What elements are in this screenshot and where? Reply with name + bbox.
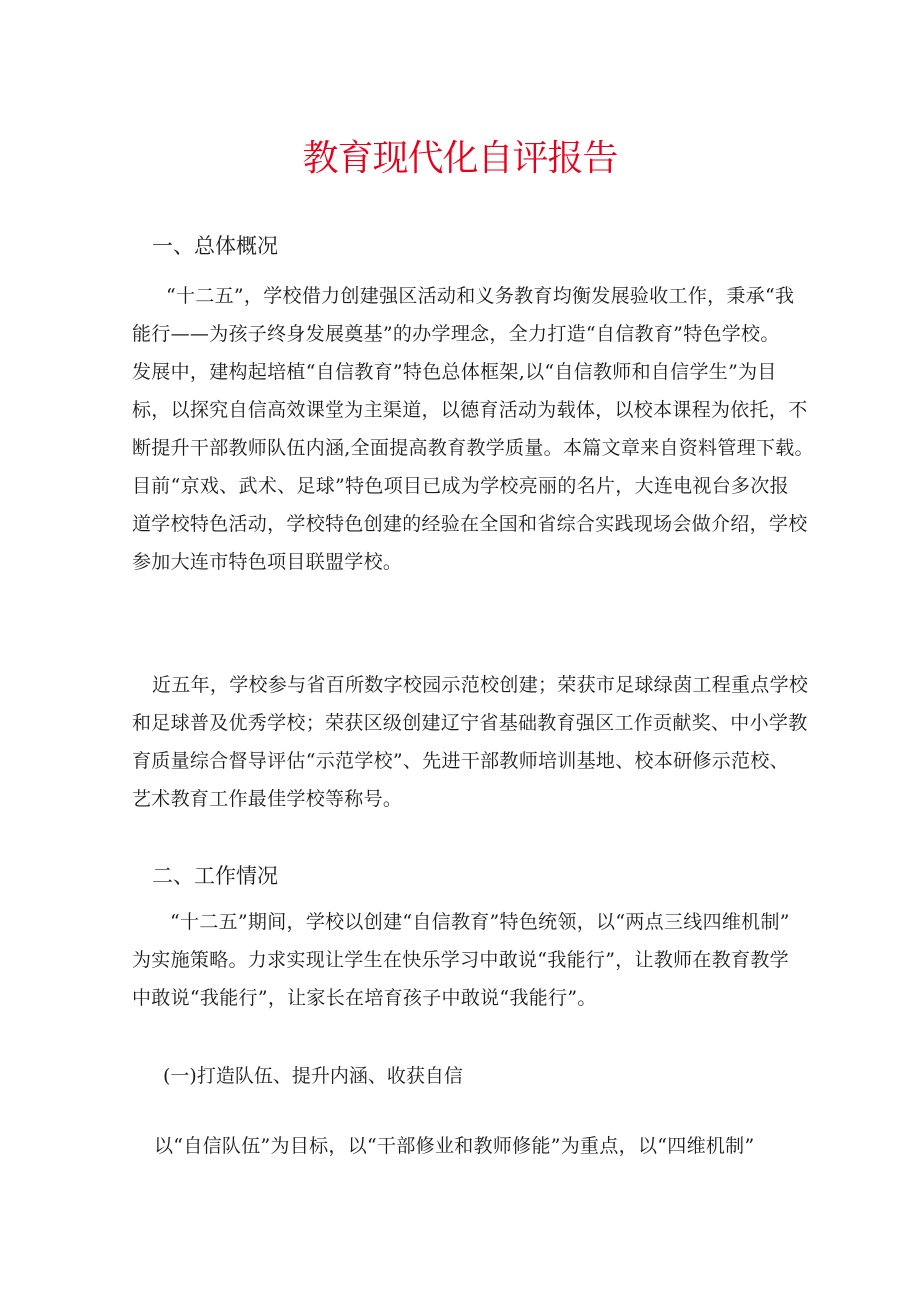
section-heading-work: 二、工作情况 <box>152 864 278 888</box>
work-paragraph-1 <box>132 903 802 1017</box>
overview-paragraph-1 <box>132 277 814 581</box>
paragraph-line: 和足球普及优秀学校；荣获区级创建辽宁省基础教育强区工作贡献奖、中小学教 <box>132 712 808 734</box>
overview-paragraph-2 <box>132 666 809 818</box>
document-title: 教育现代化自评报告 <box>302 138 618 179</box>
paragraph-line: 近五年，学校参与省百所数字校园示范校创建；荣获市足球绿茵工程重点学校 <box>152 674 809 696</box>
subsection-heading-team: (一)打造队伍、提升内涵、收获自信 <box>163 1065 463 1087</box>
paragraph-line: 艺术教育工作最佳学校等称号。 <box>132 788 403 810</box>
paragraph-line: 参加大连市特色项目联盟学校。 <box>132 551 403 573</box>
paragraph-line: 标，以探究自信高效课堂为主渠道，以德育活动为载体，以校本课程为依托，不 <box>132 399 808 421</box>
paragraph-line: 断提升干部教师队伍内涵,全面提高教育教学质量。本篇文章来自资料管理下载。 <box>132 437 814 459</box>
paragraph-line: 目前“京戏、武术、足球”特色项目已成为学校亮丽的名片，大连电视台多次报 <box>132 475 789 497</box>
paragraph-line: 以“自信队伍”为目标，以“干部修业和教师修能”为重点，以“四维机制” <box>154 1135 755 1157</box>
paragraph-line: “十二五”，学校借力创建强区活动和义务教育均衡发展验收工作，秉承“我 <box>166 285 795 307</box>
paragraph-line: 能行——为孩子终身发展奠基”的办学理念，全力打造“自信教育”特色学校。 <box>132 323 780 345</box>
section-heading-overview: 一、总体概况 <box>152 234 278 258</box>
paragraph-line: “十二五”期间，学校以创建“自信教育”特色统领，以“两点三线四维机制” <box>170 911 790 933</box>
paragraph-line: 发展中，建构起培植“自信教育”特色总体框架,以“自信教师和自信学生”为目 <box>132 361 777 383</box>
paragraph-line: 道学校特色活动，学校特色创建的经验在全国和省综合实践现场会做介绍，学校 <box>132 513 808 535</box>
paragraph-line: 育质量综合督导评估“示范学校”、先进干部教师培训基地、校本研修示范校、 <box>132 750 789 772</box>
paragraph-line: 为实施策略。力求实现让学生在快乐学习中敢说“我能行”，让教师在教育教学 <box>132 949 789 971</box>
team-paragraph <box>132 1127 802 1165</box>
paragraph-line: 中敢说“我能行”，让家长在培育孩子中敢说“我能行”。 <box>132 987 597 1009</box>
